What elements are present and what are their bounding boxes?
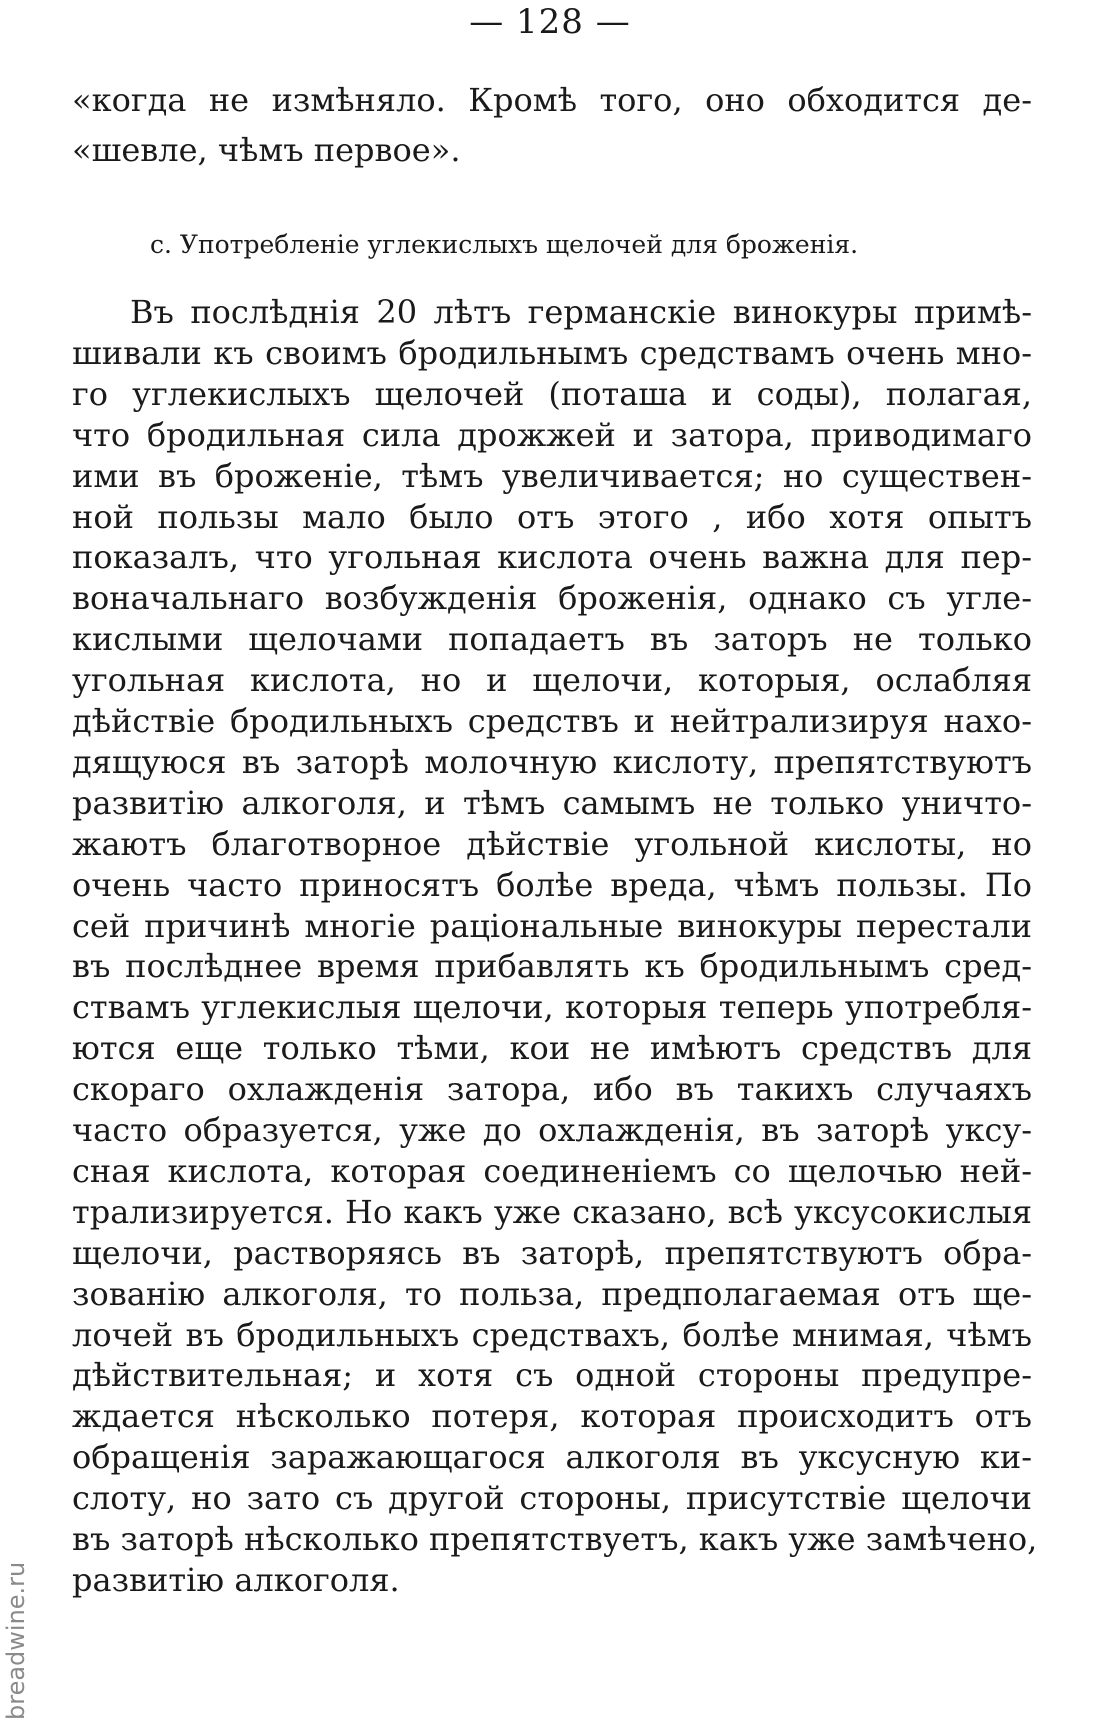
text-line: угольная кислота, но и щелочи, которыя, ослабляя — [72, 661, 1032, 699]
text-line: «шевле, чѣмъ первое». — [72, 131, 461, 169]
text-line: дѣйствительная; и хотя съ одной стороны предупре- — [72, 1356, 1032, 1394]
text-line: жаютъ благотворное дѣйствіе угольной кислоты, но — [72, 825, 1032, 863]
text-line: щелочи, растворяясь въ заторѣ, препятствуютъ обра- — [72, 1234, 1032, 1272]
text-line: развитію алкоголя, и тѣмъ самымъ не только уничто- — [72, 784, 1032, 822]
text-line: очень часто приносятъ болѣе вреда, чѣмъ пользы. По — [72, 866, 1032, 904]
text-line: слоту, но зато съ другой стороны, присутствіе щелочи — [72, 1479, 1032, 1517]
text-line: ими въ броженіе, тѣмъ увеличивается; но существен- — [72, 457, 1032, 495]
text-line: дящуюся въ заторѣ молочную кислоту, препятствуютъ — [72, 743, 1032, 781]
text-line: скораго охлажденія затора, ибо въ такихъ случаяхъ — [72, 1070, 1032, 1108]
section-heading: с. Употребленіе углекислыхъ щелочей для броженія. — [150, 230, 859, 259]
text-line: Въ послѣднія 20 лѣтъ германскіе винокуры примѣ- — [130, 293, 1032, 331]
text-line: часто образуется, уже до охлажденія, въ заторѣ уксу- — [72, 1111, 1032, 1149]
text-line: что бродильная сила дрожжей и затора, приводимаго — [72, 416, 1032, 454]
text-line: сная кислота, которая соединеніемъ со щелочью ней- — [72, 1152, 1032, 1190]
text-line: лочей въ бродильныхъ средствахъ, болѣе мнимая, чѣмъ — [72, 1316, 1032, 1354]
text-line: шивали къ своимъ бродильнымъ средствамъ очень мно- — [72, 334, 1032, 372]
text-line: ной пользы мало было отъ этого , ибо хотя опытъ — [72, 498, 1032, 536]
text-line: трализируется. Но какъ уже сказано, всѣ уксусокислыя — [72, 1193, 1032, 1231]
text-line: воначальнаго возбужденія броженія, однако съ угле- — [72, 579, 1032, 617]
text-line: въ послѣднее время прибавлять къ бродильнымъ сред- — [72, 947, 1032, 985]
text-line: ждается нѣсколько потеря, которая происходитъ отъ — [72, 1397, 1032, 1435]
site-watermark: breadwine.ru — [2, 1561, 30, 1720]
text-line: показалъ, что угольная кислота очень важна для пер- — [72, 538, 1032, 576]
text-line: развитію алкоголя. — [72, 1561, 400, 1599]
text-line: ствамъ углекислыя щелочи, которыя теперь употребля- — [72, 988, 1032, 1026]
text-line: зованію алкоголя, то польза, предполагаемая отъ ще- — [72, 1275, 1032, 1313]
text-line: го углекислыхъ щелочей (поташа и соды), полагая, — [72, 375, 1032, 413]
text-line: обращенія заражающагося алкоголя въ уксусную ки- — [72, 1438, 1032, 1476]
text-line: кислыми щелочами попадаетъ въ заторъ не только — [72, 620, 1032, 658]
text-line: сей причинѣ многіе раціональные винокуры перестали — [72, 907, 1032, 945]
text-line: «когда не измѣняло. Кромѣ того, оно обходится де- — [72, 81, 1032, 119]
text-line: ются еще только тѣми, кои не имѣютъ средствъ для — [72, 1029, 1032, 1067]
page-number: — 128 — — [469, 2, 631, 42]
text-line: дѣйствіе бродильныхъ средствъ и нейтрализируя нахо- — [72, 702, 1032, 740]
text-line: въ заторѣ нѣсколько препятствуетъ, какъ уже замѣчено, — [72, 1520, 1038, 1558]
